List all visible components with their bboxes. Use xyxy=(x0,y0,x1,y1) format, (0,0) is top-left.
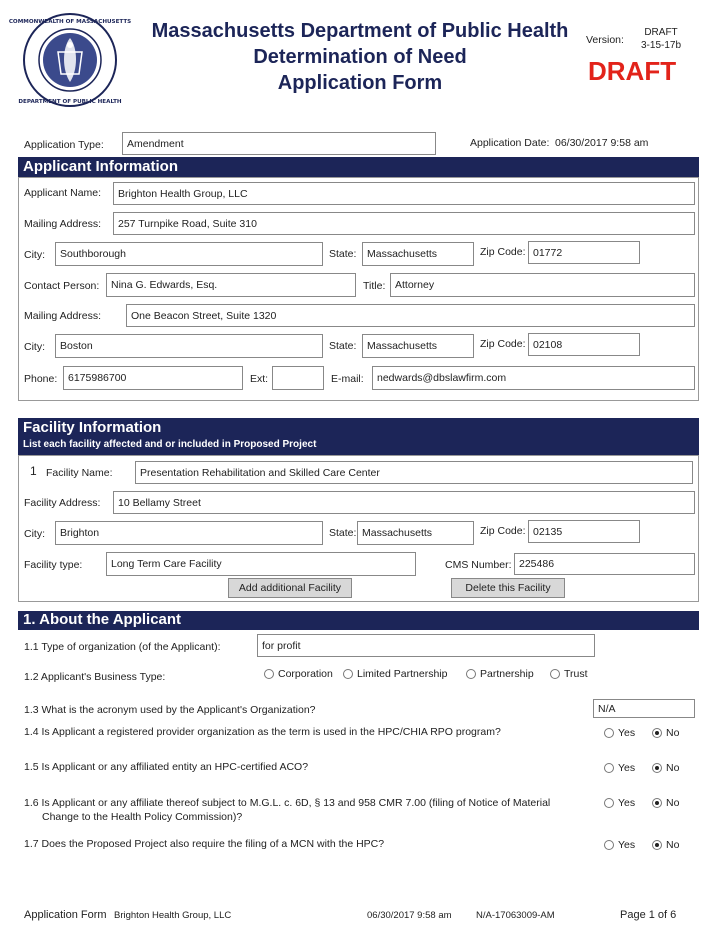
q1-4-yes-radio[interactable] xyxy=(604,728,614,738)
state-seal xyxy=(8,12,132,108)
facility-city-label: City: xyxy=(24,528,45,540)
svg-text:DEPARTMENT OF PUBLIC HEALTH: DEPARTMENT OF PUBLIC HEALTH xyxy=(18,99,122,105)
contact-city-field[interactable]: Boston xyxy=(55,334,323,358)
q1-6-no[interactable]: No xyxy=(652,797,679,809)
q1-7-label: 1.7 Does the Proposed Project also require the filing of a MCN with the HPC? xyxy=(24,838,385,850)
facility-state-label: State: xyxy=(329,527,357,539)
about-section-header xyxy=(18,611,699,630)
q1-3-label: 1.3 What is the acronym used by the Applicant's Organization? xyxy=(24,704,316,716)
q1-5-no-radio[interactable] xyxy=(652,763,662,773)
footer-applicant: Brighton Health Group, LLC xyxy=(114,910,232,921)
contact-city-label: City: xyxy=(24,341,45,353)
acronym-field[interactable]: N/A xyxy=(593,699,695,718)
contact-zip-field[interactable]: 02108 xyxy=(528,333,640,356)
contact-state-label: State: xyxy=(329,340,357,352)
title-line-1: Massachusetts Department of Public Health xyxy=(151,20,569,42)
radio-corporation[interactable] xyxy=(264,669,274,679)
option-partnership[interactable]: Partnership xyxy=(466,668,534,680)
facility-address-field[interactable]: 10 Bellamy Street xyxy=(113,491,695,514)
option-limited-partnership[interactable]: Limited Partnership xyxy=(343,668,447,680)
delete-facility-button[interactable]: Delete this Facility xyxy=(451,578,565,598)
radio-partnership[interactable] xyxy=(466,669,476,679)
radio-limited-partnership[interactable] xyxy=(343,669,353,679)
option-corporation[interactable]: Corporation xyxy=(264,668,333,680)
contact-state-field[interactable]: Massachusetts xyxy=(362,334,474,358)
ext-field[interactable] xyxy=(272,366,324,390)
radio-trust[interactable] xyxy=(550,669,560,679)
contact-mailing-address-label: Mailing Address: xyxy=(24,310,102,322)
q1-1-label: 1.1 Type of organization (of the Applicant): xyxy=(24,641,221,653)
title-label: Title: xyxy=(363,280,386,292)
q1-7-yes[interactable]: Yes xyxy=(604,839,635,851)
about-section-title: 1. About the Applicant xyxy=(23,611,182,628)
add-facility-button[interactable]: Add additional Facility xyxy=(228,578,352,598)
contact-zip-label: Zip Code: xyxy=(480,338,526,350)
facility-name-field[interactable]: Presentation Rehabilitation and Skilled Care Center xyxy=(135,461,693,484)
applicant-name-label: Applicant Name: xyxy=(24,187,102,199)
footer-reference: N/A-17063009-AM xyxy=(476,910,555,921)
title-line-2: Determination of Need xyxy=(253,46,467,68)
facility-section-title: Facility Information xyxy=(23,419,162,436)
application-date-label: Application Date: xyxy=(470,137,550,149)
version-value: DRAFT 3-15-17b xyxy=(640,27,682,51)
q1-5-label: 1.5 Is Applicant or any affiliated entity an HPC-certified ACO? xyxy=(24,761,309,773)
facility-type-field[interactable]: Long Term Care Facility xyxy=(106,552,416,576)
q1-7-no-radio[interactable] xyxy=(652,840,662,850)
applicant-name-field[interactable]: Brighton Health Group, LLC xyxy=(113,182,695,205)
email-label: E-mail: xyxy=(331,373,364,385)
facility-zip-label: Zip Code: xyxy=(480,525,526,537)
q1-4-yes[interactable]: Yes xyxy=(604,727,635,739)
contact-mailing-address-field[interactable]: One Beacon Street, Suite 1320 xyxy=(126,304,695,327)
zip-field[interactable]: 01772 xyxy=(528,241,640,264)
q1-2-label: 1.2 Applicant's Business Type: xyxy=(24,671,166,683)
page-title xyxy=(140,18,580,96)
q1-6-label: 1.6 Is Applicant or any affiliate thereof subject to M.G.L. c. 6D, § 13 and 958 CMR 7.00 (filing of Notice of Material Change to the Health Policy Commission)? xyxy=(24,797,551,823)
q1-4-no[interactable]: No xyxy=(652,727,679,739)
facility-index: 1 xyxy=(30,464,37,478)
footer-form-name: Application Form xyxy=(24,909,107,921)
footer-date: 06/30/2017 9:58 am xyxy=(367,910,452,921)
facility-zip-field[interactable]: 02135 xyxy=(528,520,640,543)
state-field[interactable]: Massachusetts xyxy=(362,242,474,266)
q1-5-yes[interactable]: Yes xyxy=(604,762,635,774)
q1-5-no[interactable]: No xyxy=(652,762,679,774)
facility-address-label: Facility Address: xyxy=(24,497,101,509)
organization-type-field[interactable]: for profit xyxy=(257,634,595,657)
phone-label: Phone: xyxy=(24,373,58,385)
applicant-section-title: Applicant Information xyxy=(23,158,178,175)
zip-label: Zip Code: xyxy=(480,246,526,258)
q1-4-label: 1.4 Is Applicant a registered provider organization as the term is used in the HPC/CHIA RPO program? xyxy=(24,726,501,738)
city-label: City: xyxy=(24,249,45,261)
city-field[interactable]: Southborough xyxy=(55,242,323,266)
q1-6-no-radio[interactable] xyxy=(652,798,662,808)
cms-number-field[interactable]: 225486 xyxy=(514,553,695,575)
draft-stamp: DRAFT xyxy=(588,56,677,86)
mailing-address-label: Mailing Address: xyxy=(24,218,102,230)
q1-5-yes-radio[interactable] xyxy=(604,763,614,773)
facility-name-label: Facility Name: xyxy=(46,467,113,479)
contact-person-field[interactable]: Nina G. Edwards, Esq. xyxy=(106,273,356,297)
version-label: Version: xyxy=(586,34,624,46)
email-field[interactable]: nedwards@dbslawfirm.com xyxy=(372,366,695,390)
state-label: State: xyxy=(329,248,357,260)
application-type-field[interactable]: Amendment xyxy=(122,132,436,155)
option-trust[interactable]: Trust xyxy=(550,668,588,680)
facility-section-header xyxy=(18,418,699,455)
facility-section-subtitle: List each facility affected and or included in Proposed Project xyxy=(23,439,317,450)
phone-field[interactable]: 6175986700 xyxy=(63,366,243,390)
ext-label: Ext: xyxy=(250,373,269,385)
application-date-value: 06/30/2017 9:58 am xyxy=(555,137,649,149)
facility-type-label: Facility type: xyxy=(24,559,83,571)
title-line-3: Application Form xyxy=(277,72,443,94)
q1-6-yes[interactable]: Yes xyxy=(604,797,635,809)
title-field[interactable]: Attorney xyxy=(390,273,695,297)
q1-7-yes-radio[interactable] xyxy=(604,840,614,850)
q1-4-no-radio[interactable] xyxy=(652,728,662,738)
cms-number-label: CMS Number: xyxy=(445,559,512,571)
svg-text:COMMONWEALTH OF MASSACHUSETTS: COMMONWEALTH OF MASSACHUSETTS xyxy=(8,19,132,25)
q1-7-no[interactable]: No xyxy=(652,839,679,851)
facility-city-field[interactable]: Brighton xyxy=(55,521,323,545)
mailing-address-field[interactable]: 257 Turnpike Road, Suite 310 xyxy=(113,212,695,235)
facility-state-field[interactable]: Massachusetts xyxy=(357,521,474,545)
applicant-section-header xyxy=(18,157,699,177)
contact-person-label: Contact Person: xyxy=(24,280,100,292)
q1-6-yes-radio[interactable] xyxy=(604,798,614,808)
footer-page-number: Page 1 of 6 xyxy=(620,909,677,921)
application-type-label: Application Type: xyxy=(24,139,104,151)
